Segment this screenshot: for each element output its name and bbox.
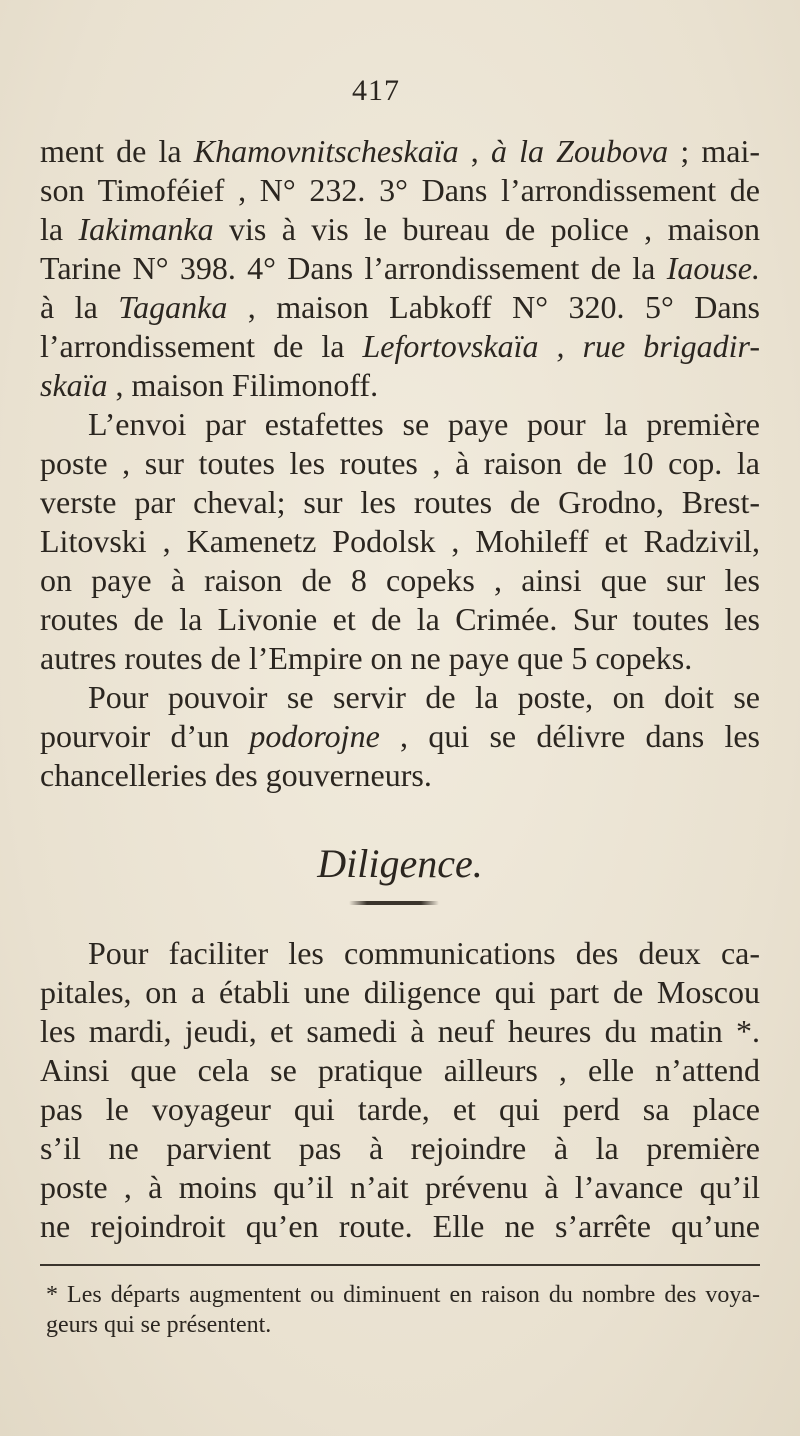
paragraph-podorojne <box>40 678 760 795</box>
text-line: poste , sur toutes les routes , à raison de 10 cop. la <box>40 445 760 481</box>
footnote-line: * Les départs augmentent ou diminuent en raison du nombre des voya- <box>46 1282 760 1308</box>
text-line: son Timoféief , N° 232. 3° Dans l’arrondissement de <box>40 172 760 208</box>
text-line: on paye à raison de 8 copeks , ainsi que sur les <box>40 562 760 598</box>
text-line: l’arrondissement de la Lefortovskaïa , rue brigadir- <box>40 328 760 364</box>
text-line: L’envoi par estafettes se paye pour la première <box>88 406 760 442</box>
text-line: verste par cheval; sur les routes de Grodno, Brest- <box>40 484 760 520</box>
text-line: la Iakimanka vis à vis le bureau de police , maison <box>40 211 761 247</box>
text-line: Ainsi que cela se pratique ailleurs , elle n’attend <box>40 1052 760 1088</box>
text-line: pourvoir d’un podorojne , qui se délivre dans les <box>40 718 760 754</box>
text-line: routes de la Livonie et de la Crimée. Sur toutes les <box>40 601 760 637</box>
text-line: chancelleries des gouverneurs. <box>40 757 432 793</box>
text-line: autres routes de l’Empire on ne paye que 5 copeks. <box>40 640 693 676</box>
paragraph-addresses <box>40 132 760 405</box>
footnote <box>46 1280 760 1340</box>
text-line: ment de la Khamovnitscheskaïa , à la Zoubova ; mai- <box>40 133 761 169</box>
text-line: Pour pouvoir se servir de la poste, on doit se <box>88 679 760 715</box>
page-number: 417 <box>352 74 400 107</box>
ornamental-rule <box>349 901 439 905</box>
text-line: pitales, on a établi une diligence qui part de Moscou <box>40 974 760 1010</box>
text-line: Tarine N° 398. 4° Dans l’arrondissement de la Iaouse. <box>40 250 760 286</box>
text-line: les mardi, jeudi, et samedi à neuf heures du matin *. <box>40 1013 760 1049</box>
paragraph-estafettes <box>40 405 760 678</box>
text-line: poste , à moins qu’il n’ait prévenu à l’avance qu’il <box>40 1169 760 1205</box>
text-line: à la Taganka , maison Labkoff N° 320. 5° Dans <box>40 289 761 325</box>
footnote-line: geurs qui se présentent. <box>46 1312 272 1338</box>
text-line: s’il ne parvient pas à rejoindre à la première <box>40 1130 760 1166</box>
text-line: pas le voyageur qui tarde, et qui perd sa place <box>40 1091 760 1127</box>
paragraph-diligence <box>40 934 760 1246</box>
text-line: skaïa , maison Filimonoff. <box>40 367 379 403</box>
footnote-divider <box>40 1264 760 1266</box>
text-line: Litovski , Kamenetz Podolsk , Mohileff et Radzivil, <box>40 523 760 559</box>
text-line: ne rejoindroit qu’en route. Elle ne s’arrête qu’une <box>40 1208 760 1244</box>
text-line: Pour faciliter les communications des deux ca- <box>88 935 760 971</box>
section-heading: Diligence. <box>317 841 483 886</box>
